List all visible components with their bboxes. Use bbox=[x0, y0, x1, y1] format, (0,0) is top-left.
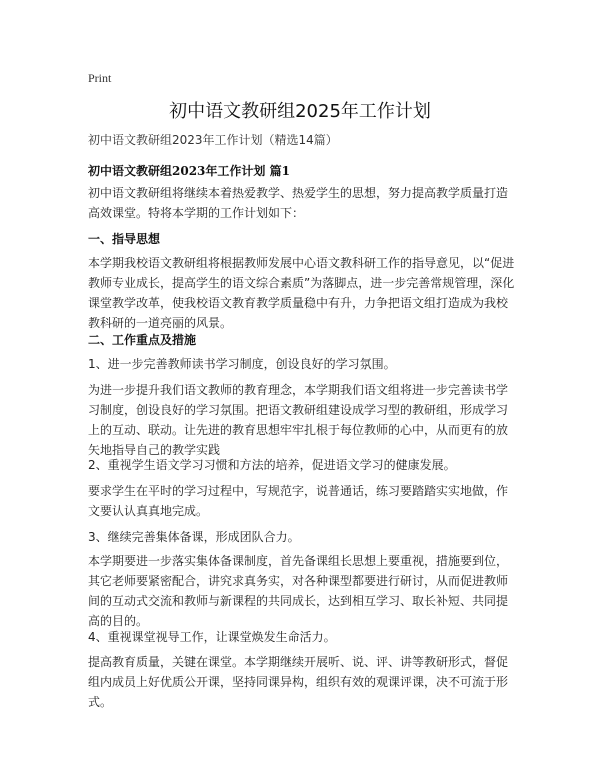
document-title: 初中语文教研组2025年工作计划 bbox=[169, 101, 431, 122]
item-2-paragraph: 要求学生在平时的学习过程中，写规范字，说普通话，练习要踏踏实实地做，作文要认认真真地完成。 bbox=[88, 484, 509, 518]
item-1-title: 1、进一步完善教师读书学习制度，创设良好的学习氛围。 bbox=[88, 357, 396, 371]
item-2-title: 2、重视学生语文学习习惯和方法的培养，促进语文学习的健康发展。 bbox=[88, 458, 456, 472]
item-1-paragraph: 为进一步提升我们语文教师的教育理念，本学期我们语文组将进一步完善读书学习制度，创设良好的学习氛围。把语文教研组建设成学习型的教研组，形成学习上的互动、联动。让先进的教育思想牢牢扎根于每位教师的心中，从而更有的放矢地指导自己的教学实践 bbox=[88, 383, 509, 457]
print-link[interactable]: Print bbox=[88, 71, 112, 85]
heading-guiding-ideology: 一、指导思想 bbox=[88, 232, 161, 246]
item-4-paragraph: 提高教育质量，关键在课堂。本学期继续开展听、说、评、讲等教研形式，督促组内成员上好优质公开课，坚持同课异构，组织有效的观课评课，决不可流于形式。 bbox=[88, 655, 509, 709]
document-subtitle: 初中语文教研组2023年工作计划（精选14篇） bbox=[88, 133, 338, 147]
guiding-ideology-paragraph: 本学期我校语文教研组将根据教师发展中心语文教科研工作的指导意见，以“促进教师专业成长，提高学生的语文综合素质”为落脚点，进一步完善常规管理，深化课堂教学改革，使我校语文教育教学质量稳中有升，力争把语文组打造成为我校教科研的一道亮丽的风景。 bbox=[88, 256, 515, 330]
item-3-paragraph: 本学期要进一步落实集体备课制度，首先备课组长思想上要重视，措施要到位，其它老师要紧密配合，讲究求真务实，对各种课型都要进行研讨，从而促进教师间的互动式交流和教师与新课程的共同成长，达到相互学习、取长补短、共同提高的目的。 bbox=[88, 554, 509, 628]
item-3-title: 3、继续完善集体备课，形成团队合力。 bbox=[88, 530, 300, 544]
heading-focus-measures: 二、工作重点及措施 bbox=[88, 333, 197, 347]
item-4-title: 4、重视课堂视导工作，让课堂焕发生命活力。 bbox=[88, 630, 336, 644]
section-title: 初中语文教研组2023年工作计划 篇1 bbox=[88, 164, 290, 178]
intro-paragraph: 初中语文教研组将继续本着热爱教学、热爱学生的思想，努力提高教学质量打造高效课堂。特将本学期的工作计划如下： bbox=[88, 186, 509, 220]
